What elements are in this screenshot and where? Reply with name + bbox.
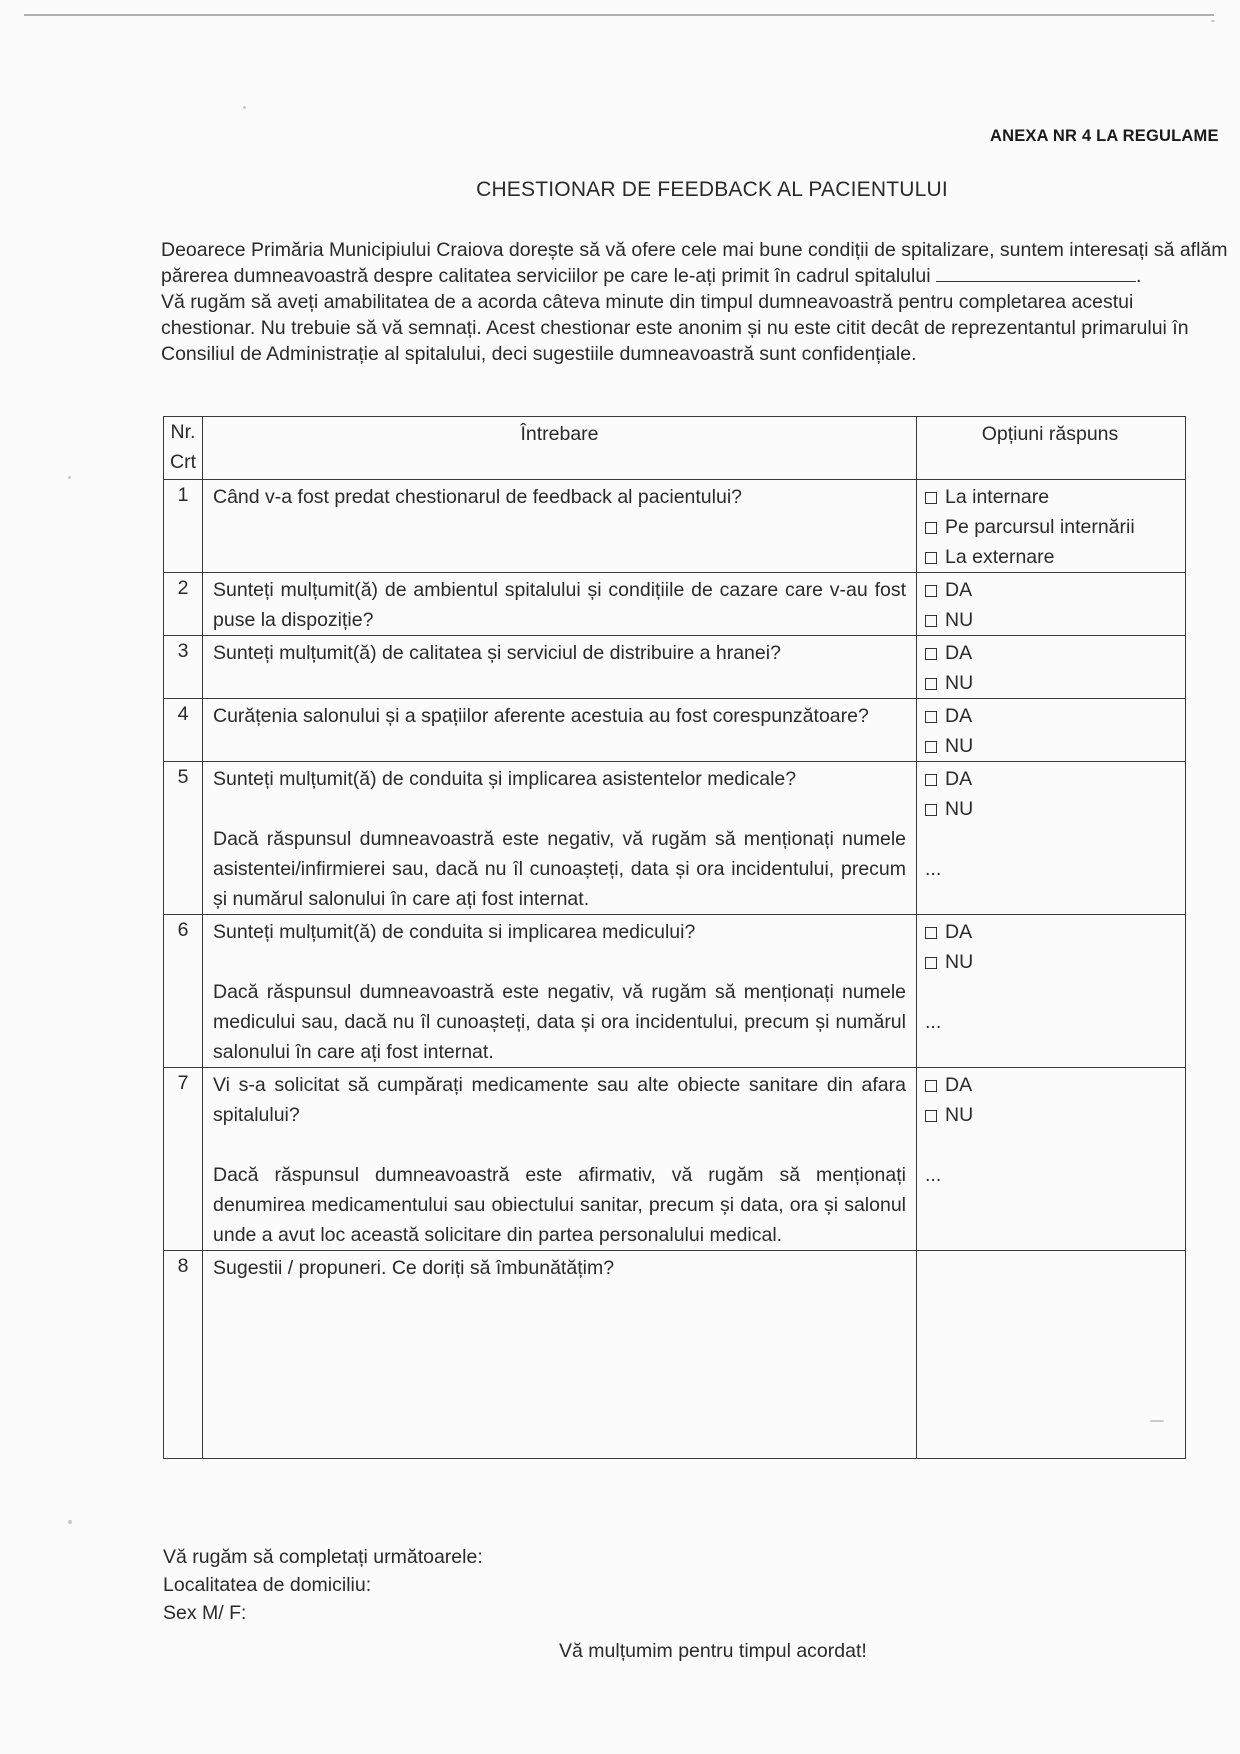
checkbox-icon[interactable] <box>925 711 937 723</box>
row-number: 5 <box>164 762 203 915</box>
option-checkbox[interactable] <box>925 512 1175 542</box>
option-label: NU <box>945 798 974 820</box>
question-text: Curățenia salonului și a spațiilor aferente acestuia au fost corespunzătoare? <box>203 699 917 762</box>
row-number: 2 <box>164 573 203 636</box>
row-number: 6 <box>164 915 203 1068</box>
option-label: DA <box>945 642 973 664</box>
document-title <box>0 178 1240 202</box>
answer-options <box>917 915 1186 1068</box>
intro-line-2-end: . <box>1135 265 1142 287</box>
row-number: 7 <box>164 1068 203 1251</box>
intro-line-5: Consiliul de Administrație al spitalului, deci sugestiile dumneavoastră sunt confidențiale. <box>161 343 917 365</box>
question-text: Sunteți mulțumit(ă) de ambientul spitalului și condițiile de cazare care v-au fost puse la dispoziție? <box>203 573 917 636</box>
option-checkbox[interactable] <box>925 731 1175 761</box>
answer-options <box>917 1068 1186 1251</box>
option-label: NU <box>945 1104 974 1126</box>
checkbox-icon[interactable] <box>925 585 937 597</box>
answer-options <box>917 699 1186 762</box>
table-row <box>164 699 1186 762</box>
suggestions-field[interactable] <box>203 1251 917 1459</box>
row-number: 1 <box>164 480 203 573</box>
option-checkbox[interactable] <box>925 917 1175 947</box>
header-question: Întrebare <box>203 417 917 480</box>
option-checkbox[interactable] <box>925 1100 1175 1130</box>
answer-options <box>917 762 1186 915</box>
table-row <box>164 1068 1186 1251</box>
followup-answer-field[interactable]: ... <box>925 1164 942 1186</box>
table-row <box>164 762 1186 915</box>
table-header-row <box>164 417 1186 480</box>
question-text: Vi s-a solicitat să cumpărați medicamente sau alte obiecte sanitare din afara spitalului? <box>213 1074 906 1126</box>
footer-fields <box>163 1543 483 1627</box>
scan-speck <box>68 476 71 479</box>
answer-options <box>917 1251 1186 1459</box>
intro-paragraph <box>161 237 1240 367</box>
footer-instruction: Vă rugăm să completați următoarele: <box>163 1546 483 1568</box>
checkbox-icon[interactable] <box>925 552 937 564</box>
option-checkbox[interactable] <box>925 482 1175 512</box>
row-number: 4 <box>164 699 203 762</box>
question-text: Sunteți mulțumit(ă) de calitatea și serviciul de distribuire a hranei? <box>203 636 917 699</box>
scan-speck <box>68 1520 72 1524</box>
thank-you-note: Vă mulțumim pentru timpul acordat! <box>559 1640 867 1662</box>
option-label: Pe parcursul internării <box>945 516 1135 538</box>
intro-line-3: Vă rugăm să aveți amabilitatea de a acorda câteva minute din timpul dumneavoastră pentru completarea acestui <box>161 291 1134 313</box>
option-label: La internare <box>945 486 1050 508</box>
intro-line-1: Deoarece Primăria Municipiului Craiova dorește să vă ofere cele mai bune condiții de spitalizare, suntem interesați să aflăm <box>161 239 1228 261</box>
checkbox-icon[interactable] <box>925 492 937 504</box>
residence-field[interactable]: Localitatea de domiciliu: <box>163 1574 372 1596</box>
sex-field[interactable]: Sex M/ F: <box>163 1602 247 1624</box>
checkbox-icon[interactable] <box>925 648 937 660</box>
page-top-border <box>24 14 1214 16</box>
option-label: DA <box>945 1074 973 1096</box>
followup-answer-field[interactable]: ... <box>925 858 942 880</box>
option-label: NU <box>945 735 974 757</box>
hospital-name-blank[interactable] <box>936 263 1136 282</box>
header-nr-crt <box>164 417 203 480</box>
checkbox-icon[interactable] <box>925 615 937 627</box>
option-checkbox[interactable] <box>925 575 1175 605</box>
option-label: DA <box>945 579 973 601</box>
question-text: Sugestii / propuneri. Ce doriți să îmbunătățim? <box>213 1257 615 1279</box>
checkbox-icon[interactable] <box>925 957 937 969</box>
option-checkbox[interactable] <box>925 764 1175 794</box>
question-cell <box>203 762 917 915</box>
answer-options <box>917 480 1186 573</box>
followup-text: Dacă răspunsul dumneavoastră este negativ, vă rugăm să menționați numele medicului sau, dacă nu îl cunoașteți, data și ora incidentului, precum și numărul salonului în care ați fost internat. <box>213 981 906 1063</box>
option-label: DA <box>945 921 973 943</box>
question-text: Când v-a fost predat chestionarul de feedback al pacientului? <box>203 480 917 573</box>
table-row <box>164 1251 1186 1459</box>
option-checkbox[interactable] <box>925 605 1175 635</box>
answer-options <box>917 573 1186 636</box>
checkbox-icon[interactable] <box>925 522 937 534</box>
questionnaire-table <box>163 416 1186 1459</box>
checkbox-icon[interactable] <box>925 774 937 786</box>
option-checkbox[interactable] <box>925 794 1175 824</box>
question-cell <box>203 1068 917 1251</box>
question-text: Sunteți mulțumit(ă) de conduita și implicarea asistentelor medicale? <box>213 768 797 790</box>
row-number: 8 <box>164 1251 203 1459</box>
option-label: NU <box>945 609 974 631</box>
option-checkbox[interactable] <box>925 1070 1175 1100</box>
option-checkbox[interactable] <box>925 701 1175 731</box>
followup-text: Dacă răspunsul dumneavoastră este afirmativ, vă rugăm să menționați denumirea medicamentului sau obiectului sanitar, precum și data, ora și salonul unde a avut loc această solicitare din partea personalului medical. <box>213 1164 906 1246</box>
scan-speck <box>1150 1420 1164 1422</box>
followup-text: Dacă răspunsul dumneavoastră este negativ, vă rugăm să menționați numele asistentei/infirmierei sau, dacă nu îl cunoașteți, data și ora incidentului, precum și numărul salonului în care ați fost internat. <box>213 828 906 910</box>
option-checkbox[interactable] <box>925 947 1175 977</box>
checkbox-icon[interactable] <box>925 1110 937 1122</box>
scan-speck <box>243 106 246 109</box>
intro-line-2-text: părerea dumneavoastră despre calitatea serviciilor pe care le-ați primit în cadrul spitalului <box>161 265 931 287</box>
checkbox-icon[interactable] <box>925 804 937 816</box>
option-label: NU <box>945 672 974 694</box>
option-checkbox[interactable] <box>925 542 1175 572</box>
table-row <box>164 573 1186 636</box>
annex-header: ANEXA NR 4 LA REGULAME <box>990 127 1219 145</box>
option-checkbox[interactable] <box>925 638 1175 668</box>
scan-speck <box>1211 20 1215 22</box>
table-row <box>164 480 1186 573</box>
option-label: La externare <box>945 546 1055 568</box>
checkbox-icon[interactable] <box>925 741 937 753</box>
followup-answer-field[interactable]: ... <box>925 1011 942 1033</box>
table-row <box>164 915 1186 1068</box>
answer-options <box>917 636 1186 699</box>
checkbox-icon[interactable] <box>925 678 937 690</box>
document-title-text: CHESTIONAR DE FEEDBACK AL PACIENTULUI <box>476 178 948 201</box>
intro-line-4: chestionar. Nu trebuie să vă semnați. Acest chestionar este anonim și nu este citit decât de reprezentantul primarului în <box>161 317 1189 339</box>
header-options: Opțiuni răspuns <box>917 417 1186 480</box>
option-label: DA <box>945 768 973 790</box>
row-number: 3 <box>164 636 203 699</box>
checkbox-icon[interactable] <box>925 1080 937 1092</box>
header-nr-crt-text: Nr. Crt <box>170 421 196 473</box>
option-checkbox[interactable] <box>925 668 1175 698</box>
question-text: Sunteți mulțumit(ă) de conduita si implicarea medicului? <box>213 921 696 943</box>
question-cell <box>203 915 917 1068</box>
option-label: NU <box>945 951 974 973</box>
intro-line-2 <box>161 263 1240 289</box>
option-label: DA <box>945 705 973 727</box>
checkbox-icon[interactable] <box>925 927 937 939</box>
table-row <box>164 636 1186 699</box>
